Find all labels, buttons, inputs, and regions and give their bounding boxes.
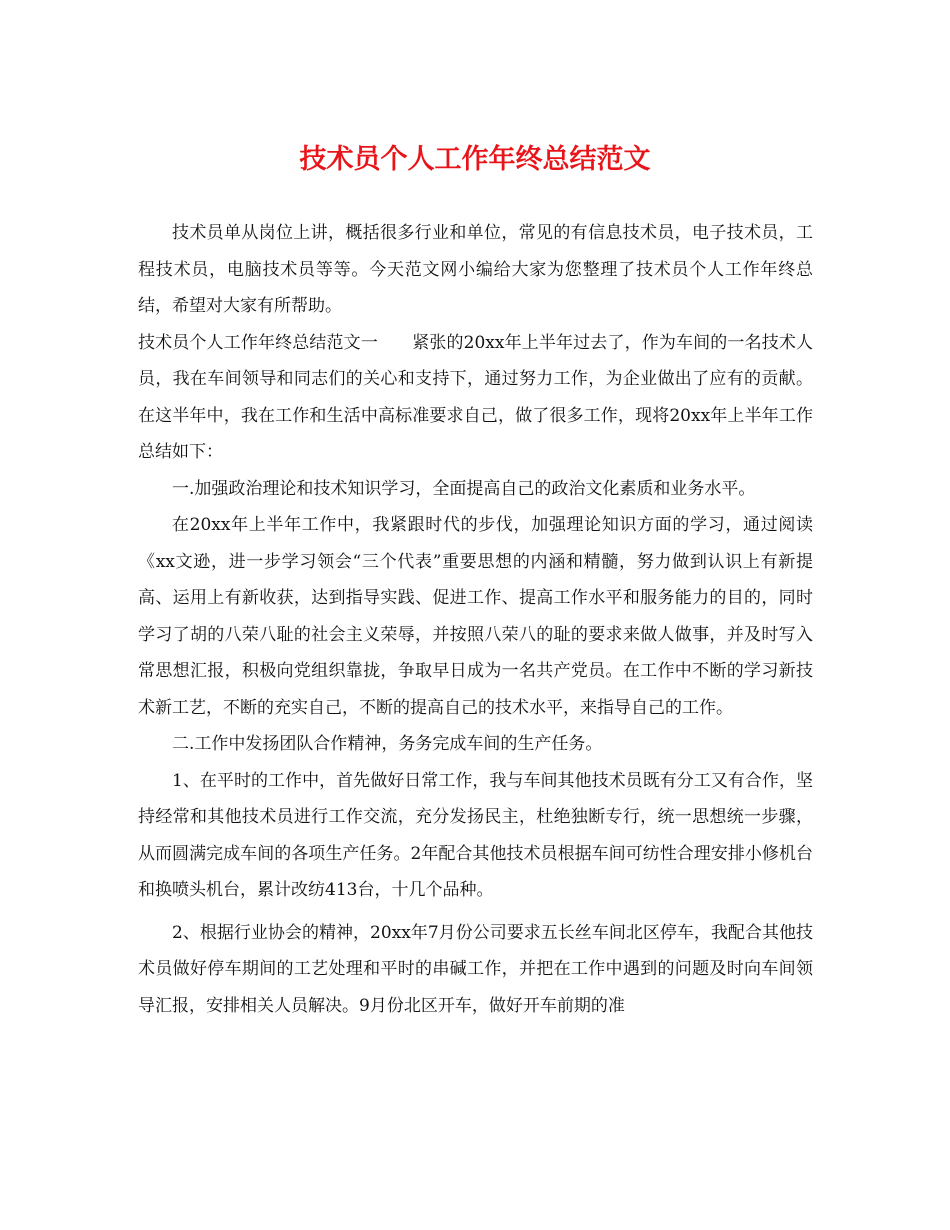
document-title: 技术员个人工作年终总结范文	[299, 144, 651, 175]
item-one-paragraph: 1、在平时的工作中，首先做好日常工作，我与车间其他技术员既有分工又有合作，坚持经常和其他技术员进行工作交流，充分发扬民主，杜绝独断专行，统一思想统一步骤，从而圆满完成车间的各项生产任务。2年配合其他技术员根据车间可纺性合理安排小修机台和换喷头机台，累计改纺413台，十几个品种。	[138, 770, 813, 900]
intro-paragraph: 技术员单从岗位上讲，概括很多行业和单位，常见的有信息技术员，电子技术员，工程技术员，电脑技术员等等。今天范文网小编给大家为您整理了技术员个人工作年终总结，希望对大家有所帮助。	[138, 223, 813, 316]
sample-one-paragraph: 技术员个人工作年终总结范文一 紧张的20xx年上半年过去了，作为车间的一名技术人员，我在车间领导和同志们的关心和支持下，通过努力工作，为企业做出了应有的贡献。在这半年中，我在工作和生活中高标准要求自己，做了很多工作，现将20xx年上半年工作总结如下：	[138, 332, 813, 462]
section-heading-one: 一.加强政治理论和技术知识学习，全面提高自己的政治文化素质和业务水平。	[172, 478, 756, 499]
item-two-paragraph: 2、根据行业协会的精神，20xx年7月份公司要求五长丝车间北区停车，我配合其他技术员做好停车期间的工艺处理和平时的串碱工作，并把在工作中遇到的问题及时向车间领导汇报，安排相关人员解决。9月份北区开车，做好开车前期的准	[138, 922, 813, 1016]
document-body	[138, 215, 813, 1024]
section-heading-two: 二.工作中发扬团队合作精神，务务完成车间的生产任务。	[172, 734, 603, 754]
study-paragraph: 在20xx年上半年工作中，我紧跟时代的步伐，加强理论知识方面的学习，通过阅读《xx文逊，进一步学习领会“三个代表”重要思想的内涵和精髓，努力做到认识上有新提高、运用上有新收获，达到指导实践、促进工作、提高工作水平和服务能力的目的，同时学习了胡的八荣八耻的社会主义荣辱，并按照八荣八的耻的要求来做人做事，并及时写入常思想汇报，积极向党组织靠拢，争取早日成为一名共产党员。在工作中不断的学习新技术新工艺，不断的充实自己，不断的提高自己的技术水平，来指导自己的工作。	[138, 515, 813, 718]
